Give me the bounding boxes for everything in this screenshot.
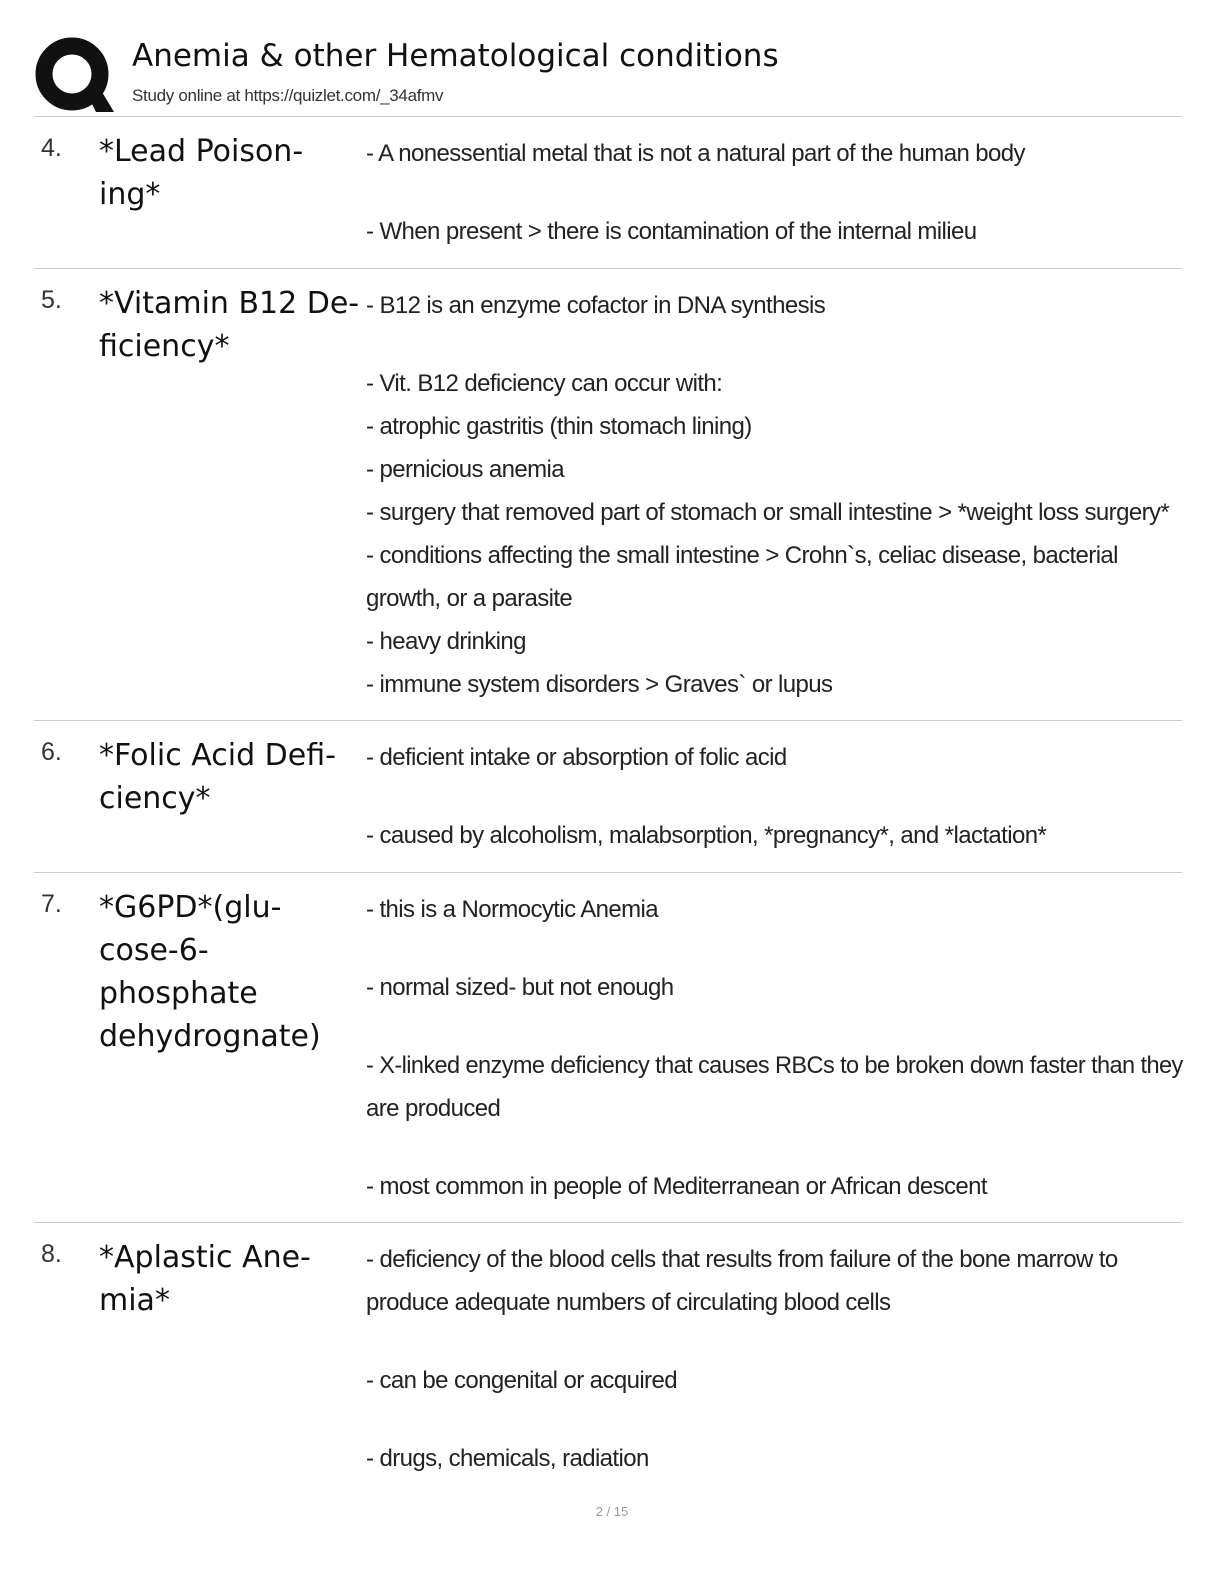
card-number: 5. [41, 286, 62, 314]
term-line: *Lead Poison- [99, 134, 304, 169]
definition-paragraph [366, 284, 1182, 327]
card-number: 8. [41, 1240, 62, 1268]
quizlet-logo-icon [34, 36, 114, 114]
divider [34, 268, 1182, 269]
definition-line: - this is a Normocytic Anemia [366, 896, 659, 923]
term-line: mia* [99, 1283, 170, 1318]
definition-line: - most common in people of Mediterranean or African descent [366, 1173, 987, 1200]
term-line: *G6PD*(glu- [99, 890, 282, 925]
term-line: *Aplastic Ane- [99, 1240, 311, 1275]
definition-line: are produced [366, 1095, 501, 1122]
term-line: *Folic Acid Defi- [99, 738, 336, 773]
card-definition [366, 132, 1182, 288]
definition-line: - normal sized- but not enough [366, 974, 674, 1001]
document-title: Anemia & other Hematological conditions [132, 38, 779, 74]
definition-line: - When present > there is contamination of the internal milieu [366, 218, 977, 245]
card-number: 4. [41, 134, 62, 162]
definition-line: - B12 is an enzyme cofactor in DNA synthesis [366, 292, 826, 319]
card-definition [366, 284, 1182, 741]
definition-paragraph [366, 210, 1182, 253]
term-line: phosphate [99, 976, 258, 1011]
divider [34, 116, 1182, 117]
divider [34, 720, 1182, 721]
card-definition [366, 1238, 1182, 1515]
definition-line: - caused by alcoholism, malabsorption, *pregnancy*, and *lactation* [366, 822, 1047, 849]
card-term [99, 130, 364, 216]
term-line: *Vitamin B12 De- [99, 286, 360, 321]
definition-line: - immune system disorders > Graves` or lupus [366, 671, 833, 698]
card-term [99, 282, 364, 368]
term-line: ciency* [99, 781, 211, 816]
definition-paragraph [366, 966, 1182, 1009]
divider [34, 1222, 1182, 1223]
definition-paragraph [366, 1238, 1182, 1324]
term-line: dehydrognate) [99, 1019, 321, 1054]
definition-line: - drugs, chemicals, radiation [366, 1445, 649, 1472]
definition-paragraph [366, 736, 1182, 779]
definition-line: - deficiency of the blood cells that results from failure of the bone marrow to [366, 1246, 1118, 1273]
definition-line: - A nonessential metal that is not a natural part of the human body [366, 140, 1025, 167]
definition-paragraph [366, 132, 1182, 175]
definition-line: growth, or a parasite [366, 585, 573, 612]
definition-line: - Vit. B12 deficiency can occur with: [366, 370, 723, 397]
divider [34, 872, 1182, 873]
definition-line: - can be congenital or acquired [366, 1367, 677, 1394]
card-term [99, 734, 364, 820]
definition-paragraph [366, 1437, 1182, 1480]
card-definition [366, 736, 1182, 892]
term-line: cose-6- [99, 933, 209, 968]
definition-paragraph [366, 362, 1182, 706]
term-line: ing* [99, 177, 161, 212]
definition-line: - atrophic gastritis (thin stomach lining) [366, 413, 752, 440]
definition-line: - heavy drinking [366, 628, 526, 655]
definition-line: produce adequate numbers of circulating blood cells [366, 1289, 891, 1316]
card-definition [366, 888, 1182, 1243]
definition-paragraph [366, 1165, 1182, 1208]
card-term [99, 886, 364, 1058]
card-number: 7. [41, 890, 62, 918]
definition-paragraph [366, 1044, 1182, 1130]
definition-line: - surgery that removed part of stomach or small intestine > *weight loss surgery* [366, 499, 1170, 526]
page-header [34, 34, 1182, 116]
card-number: 6. [41, 738, 62, 766]
definition-line: - conditions affecting the small intestine > Crohn`s, celiac disease, bacterial [366, 542, 1118, 569]
definition-paragraph [366, 888, 1182, 931]
definition-paragraph [366, 1359, 1182, 1402]
definition-line: - deficient intake or absorption of folic acid [366, 744, 787, 771]
term-line: ficiency* [99, 329, 230, 364]
study-online-link-text: Study online at https://quizlet.com/_34afmv [132, 86, 444, 105]
definition-line: - X-linked enzyme deficiency that causes RBCs to be broken down faster than they [366, 1052, 1183, 1079]
definition-line: - pernicious anemia [366, 456, 565, 483]
page-number: 2 / 15 [595, 1504, 629, 1519]
definition-paragraph [366, 814, 1182, 857]
card-term [99, 1236, 364, 1322]
